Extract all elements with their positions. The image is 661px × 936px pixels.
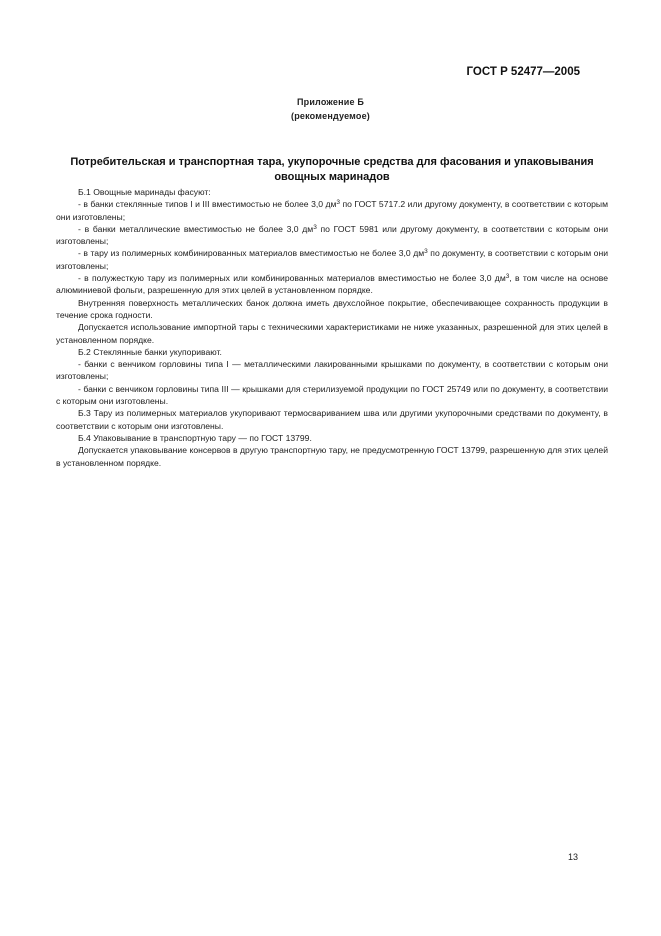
paragraph-b4: Б.4 Упаковывание в транспортную тару — по ГОСТ 13799.: [78, 432, 312, 443]
section-title: [50, 155, 614, 185]
paragraph-coating: Внутренняя поверхность металлических банок должна иметь двухслойное покрытие, обеспечивающее сохранность продукции в течение срока годности.: [56, 297, 608, 320]
section-title-line-1: Потребительская и транспортная тара, укупорочные средства для фасования и упаковывания: [70, 156, 594, 168]
paragraph-type-iii: - банки с венчиком горловины типа III — крышками для стерилизуемой продукции по ГОСТ 25749 или по документу, в соответствии с которым они изготовлены.: [56, 383, 608, 407]
paragraph-other-transport: Допускается упаковывание консервов в другую транспортную тару, не предусмотренную ГОСТ 13799, разрешенную для этих целей в установленном порядке.: [56, 445, 608, 468]
paragraph-import: Допускается использование импортной тары с техническими характеристиками не ниже указанных, разрешенной для этих целей в установленном порядке.: [56, 322, 608, 345]
appendix-title: Приложение Б: [296, 97, 365, 107]
appendix-heading: [0, 95, 661, 123]
paragraph-b1: Б.1 Овощные маринады фасуют:: [78, 187, 211, 197]
paragraph-b2: Б.2 Стеклянные банки укупоривают.: [78, 346, 222, 357]
body-text: [56, 186, 608, 469]
document-code: ГОСТ Р 52477—2005: [466, 66, 580, 78]
paragraph-semi-rigid: - в полужесткую тару из полимерных или комбинированных материалов вместимостью не более 3,0 $дм^3$, в том числе на основе алюминиевой фольги, разрешенную для этих целей в установленном порядке.: [56, 273, 608, 296]
paragraph-polymer-combined: - в тару из полимерных комбинированных материалов вместимостью не более 3,0 $дм^3$ по документу, в соответствии с которым они изготовлены;: [56, 248, 608, 271]
paragraph-metal-cans: - в банки металлические вместимостью не более 3,0 $дм^3$ по ГОСТ 5981 или другому документу, в соответствии с которым они изготовлены;: [56, 223, 608, 247]
section-title-line-2: овощных маринадов: [274, 171, 390, 183]
paragraph-glass-jars: - в банки стеклянные типов I и III вместимостью не более 3,0 $дм^3$ по ГОСТ 5717.2 или другому документу, в соответствии с которым они изготовлены;: [56, 199, 608, 222]
page-number: 13: [568, 852, 579, 862]
paragraph-type-i: - банки с венчиком горловины типа I — металлическими лакированными крышками по документу, в соответствии с которым они изготовлены;: [56, 359, 608, 382]
appendix-subtitle: (рекомендуемое): [291, 111, 370, 121]
paragraph-b3: Б.3 Тару из полимерных материалов укупоривают термосвариванием шва или другими укупорочными средствами по документу, в соответствии с которым они изготовлены.: [56, 408, 608, 431]
